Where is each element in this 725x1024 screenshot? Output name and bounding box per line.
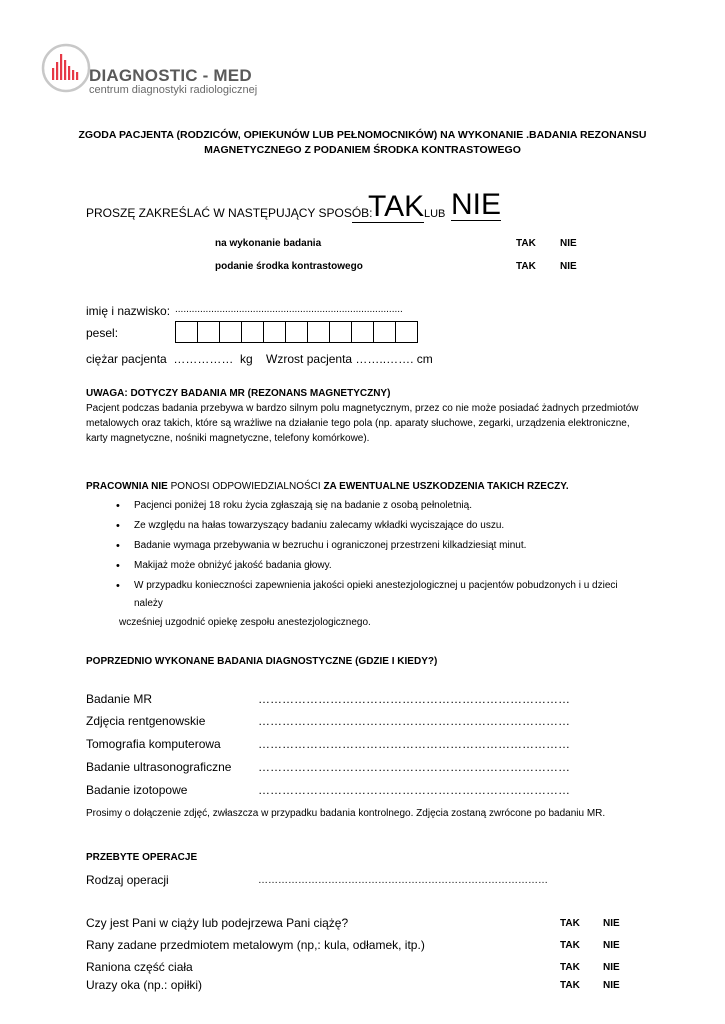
exam-field[interactable]: …………………………………………………………………… [258, 737, 570, 751]
surgery-label: Rodzaj operacji [86, 873, 169, 887]
question-label: Czy jest Pani w ciąży lub podejrzewa Pani ciążę? [86, 916, 349, 930]
list-item: • Pacjenci poniżej 18 roku życia zgłaszają się na badanie z osobą pełnoletnią. [112, 496, 618, 516]
question-label: Urazy oka (np.: opiłki) [86, 978, 203, 992]
question-label: Raniona część ciała [86, 960, 193, 974]
question-yes[interactable]: TAK [560, 980, 580, 991]
question-yes[interactable]: TAK [560, 918, 580, 929]
exam-label: Badanie ultrasonograficzne [86, 760, 232, 774]
warning-heading: UWAGA: DOTYCZY BADANIA MR (REZONANS MAGNETYCZNY) [86, 388, 391, 399]
pesel-digit-box[interactable] [241, 321, 264, 343]
exam-label: Tomografia komputerowa [86, 737, 221, 751]
pesel-digit-box[interactable] [263, 321, 286, 343]
consent-no[interactable]: NIE [560, 261, 577, 272]
instruction-label: PROSZĘ ZAKREŚLAĆ W NASTĘPUJĄCY SPOSÓB: [86, 206, 373, 220]
logo-name: DIAGNOSTIC - MED [89, 66, 252, 85]
warning-text: metalowych oraz takich, które są wrażliwe na działanie tego pola (np. aparaty słuchowe, zegarki, urządzenia elektroniczne, [86, 418, 630, 429]
pesel-digit-box[interactable] [329, 321, 352, 343]
pesel-label: pesel: [86, 326, 119, 340]
question-no[interactable]: NIE [603, 940, 620, 951]
list-item: • W przypadku konieczności zapewnienia jakości opieki anestezjologicznej u pacjentów pobudzonych i u dzieci [112, 576, 618, 596]
pesel-digit-box[interactable] [373, 321, 396, 343]
pesel-digit-box[interactable] [307, 321, 330, 343]
name-field[interactable]: .................................................................................. [175, 304, 403, 315]
liability-part1: PRACOWNIA NIE [86, 481, 168, 492]
question-no[interactable]: NIE [603, 962, 620, 973]
question-yes[interactable]: TAK [560, 940, 580, 951]
example-tak: TAK [352, 192, 424, 223]
pesel-field[interactable] [176, 321, 418, 343]
exam-field[interactable]: …………………………………………………………………… [258, 692, 570, 706]
warning-text: Pacjent podczas badania przebywa w bardzo silnym polu magnetycznym, przez co nie może posiadać żadnych przedmiotów [86, 403, 639, 414]
list-item: • Ze względu na hałas towarzyszący badaniu zalecamy wkładki wyciszające do uszu. [112, 516, 618, 536]
exam-field[interactable]: …………………………………………………………………… [258, 783, 570, 797]
question-yes[interactable]: TAK [560, 962, 580, 973]
logo-icon [40, 42, 92, 94]
document-title-line2: MAGNETYCZNEGO Z PODANIEM ŚRODKA KONTRASTOWEGO [204, 144, 521, 156]
pesel-digit-box[interactable] [175, 321, 198, 343]
surgery-heading: PRZEBYTE OPERACJE [86, 852, 198, 863]
surgery-field[interactable]: …………………………………………………………………………… [258, 875, 548, 886]
consent-no[interactable]: NIE [560, 238, 577, 249]
consent-label: podanie środka kontrastowego [215, 261, 363, 272]
logo-subtitle: centrum diagnostyki radiologicznej [89, 84, 258, 96]
pesel-digit-box[interactable] [351, 321, 374, 343]
liability-statement [86, 481, 569, 492]
pesel-digit-box[interactable] [395, 321, 418, 343]
rules-list [112, 496, 618, 596]
list-item-continuation: wcześniej uzgodnić opiekę zespołu anestezjologicznego. [119, 617, 371, 628]
pesel-digit-box[interactable] [219, 321, 242, 343]
liability-part3: ZA EWENTUALNE USZKODZENIA TAKICH RZECZY. [323, 481, 569, 492]
pesel-digit-box[interactable] [285, 321, 308, 343]
exam-field[interactable]: …………………………………………………………………… [258, 760, 570, 774]
exam-label: Zdjęcia rentgenowskie [86, 714, 206, 728]
question-label: Rany zadane przedmiotem metalowym (np,: kula, odłamek, itp.) [86, 938, 425, 952]
example-nie: NIE [451, 188, 502, 221]
consent-yes[interactable]: TAK [516, 238, 536, 249]
question-no[interactable]: NIE [603, 980, 620, 991]
consent-label: na wykonanie badania [215, 238, 322, 249]
example-lub: LUB [424, 208, 446, 220]
liability-part2: PONOSI ODPOWIEDZIALNOŚCI [167, 481, 324, 492]
exam-field[interactable]: …………………………………………………………………… [258, 714, 570, 728]
name-label: imię i nazwisko: [86, 304, 171, 318]
question-no[interactable]: NIE [603, 918, 620, 929]
exam-label: Badanie izotopowe [86, 783, 188, 797]
pesel-digit-box[interactable] [197, 321, 220, 343]
document-title-line1: ZGODA PACJENTA (RODZICÓW, OPIEKUNÓW LUB PEŁNOMOCNIKÓW) NA WYKONANIE .BADANIA REZONANSU [78, 129, 647, 141]
weight-height-line[interactable]: ciężar pacjenta …………… kg Wzrost pacjenta ……..……. cm [86, 352, 433, 366]
exam-label: Badanie MR [86, 692, 153, 706]
list-item: • Makijaż może obniżyć jakość badania głowy. [112, 556, 618, 576]
previous-exams-heading: POPRZEDNIO WYKONANE BADANIA DIAGNOSTYCZNE (GDZIE I KIEDY?) [86, 656, 438, 667]
list-item: • Badanie wymaga przebywania w bezruchu i ograniczonej przestrzeni kilkadziesiąt minut. [112, 536, 618, 556]
list-item-continuation: należy [134, 598, 163, 609]
warning-text: karty magnetyczne, nośniki magnetyczne, telefony komórkowe). [86, 433, 370, 444]
consent-yes[interactable]: TAK [516, 261, 536, 272]
previous-exams-note: Prosimy o dołączenie zdjęć, zwłaszcza w przypadku badania kontrolnego. Zdjęcia zostaną zwrócone po badaniu MR. [86, 808, 606, 819]
